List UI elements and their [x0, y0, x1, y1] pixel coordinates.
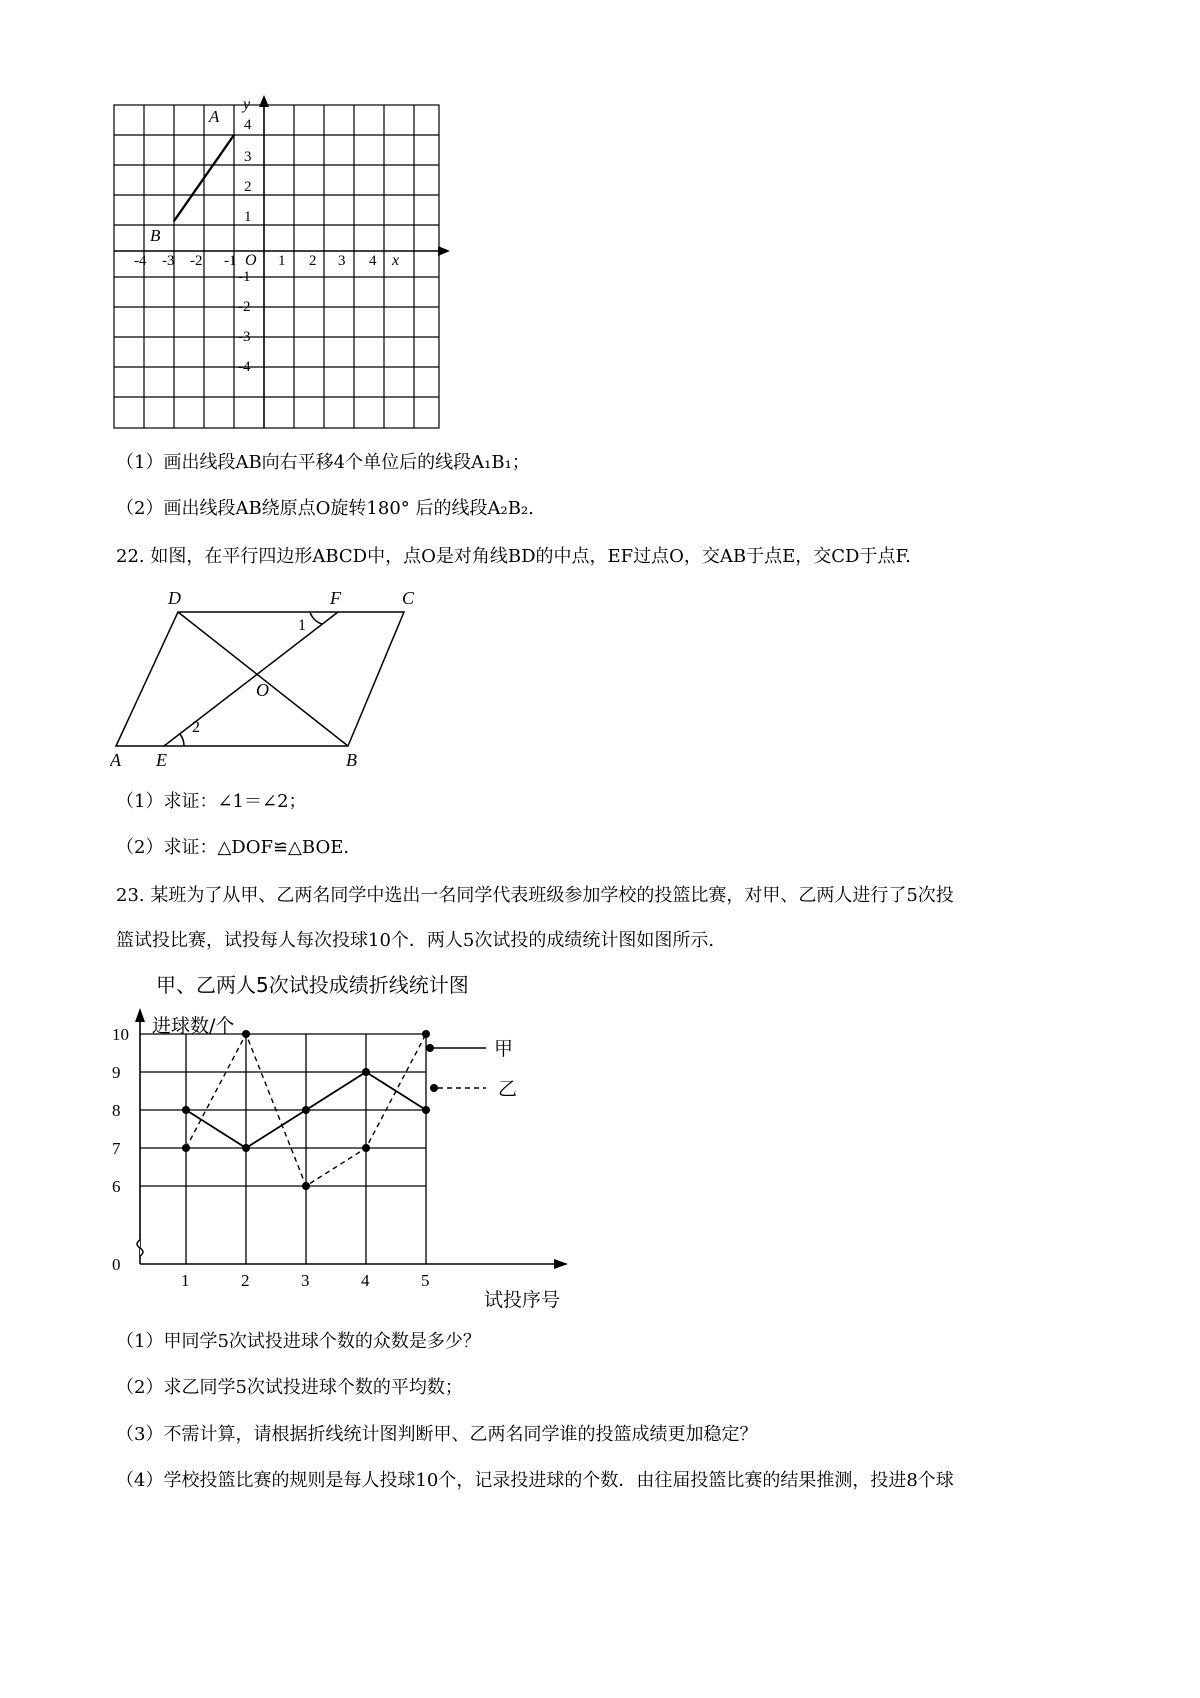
- data-point-jia: [302, 1106, 310, 1114]
- y-axis-arrow-icon: [259, 95, 269, 107]
- vertex-c-label: C: [402, 588, 415, 608]
- x-tick-label: 3: [301, 1271, 310, 1290]
- data-point-yi: [362, 1144, 370, 1152]
- x-axis-title: 试投序号: [484, 1289, 561, 1308]
- vertex-d-label: D: [168, 588, 181, 608]
- point-o-label: O: [256, 680, 269, 700]
- x-axis-arrow-icon: [438, 246, 450, 256]
- coordinate-grid-figure: [112, 95, 452, 435]
- x-tick-label: 2: [309, 253, 317, 269]
- y-tick-label: 7: [112, 1139, 121, 1158]
- y-axis-label: y: [243, 96, 251, 113]
- chart-y-axis-arrow-icon: [135, 1008, 145, 1022]
- parallelogram-figure: [110, 586, 420, 768]
- x-tick-label: 4: [361, 1271, 370, 1290]
- x-tick-label: -4: [134, 253, 147, 269]
- data-point-yi: [242, 1030, 250, 1038]
- origin-label: O: [245, 252, 257, 269]
- vertex-a-label: A: [110, 750, 121, 768]
- line-chart: [100, 968, 620, 1308]
- y-tick-label: 9: [112, 1063, 121, 1082]
- y-tick-label: 0: [112, 1255, 121, 1274]
- angle-1-arc: [310, 612, 322, 624]
- chart-ticks: [112, 1025, 430, 1290]
- x-axis-label: x: [392, 252, 400, 269]
- q22-stem: 22. 如图，在平行四边形ABCD中，点O是对角线BD的中点，EF过点O，交AB于点E，交CD于点F.: [116, 546, 911, 567]
- diagonal-bd: [178, 612, 348, 746]
- y-tick-label: 2: [244, 179, 252, 195]
- y-tick-label: -1: [238, 269, 251, 285]
- parallelogram-abcd: [116, 612, 404, 746]
- chart-legend: [426, 1038, 517, 1100]
- data-point-jia: [422, 1106, 430, 1114]
- q23-part1: （1）甲同学5次试投进球个数的众数是多少？: [116, 1331, 481, 1352]
- data-point-jia: [182, 1106, 190, 1114]
- x-tick-label: 1: [181, 1271, 190, 1290]
- angle-2-label: 2: [192, 719, 200, 736]
- x-tick-label: 3: [338, 253, 346, 269]
- point-e-label: E: [156, 750, 167, 768]
- x-tick-label: 4: [369, 253, 377, 269]
- angle-2-arc: [180, 734, 184, 746]
- x-tick-label: -3: [162, 253, 175, 269]
- legend-marker-yi: [430, 1084, 438, 1092]
- y-tick-label: 10: [112, 1025, 129, 1044]
- y-axis-title: 进球数/个: [152, 1015, 235, 1037]
- point-a-label: A: [209, 107, 220, 126]
- data-point-yi: [182, 1144, 190, 1152]
- point-f-label: F: [330, 588, 341, 608]
- y-tick-label: 4: [244, 117, 252, 133]
- legend-label-yi: 乙: [498, 1078, 518, 1100]
- q23-stem-line2: 篮试投比赛，试投每人每次投球10个．两人5次试投的成绩统计图如图所示.: [116, 930, 715, 951]
- q23-part4: （4）学校投篮比赛的规则是每人投球10个，记录投进球的个数．由往届投篮比赛的结果推测，投进8个球: [116, 1470, 954, 1491]
- q23-stem-line1: 23. 某班为了从甲、乙两名同学中选出一名同学代表班级参加学校的投篮比赛，对甲、乙两人进行了5次投: [116, 885, 954, 906]
- x-tick-label: 1: [278, 253, 286, 269]
- q21-part1: （1）画出线段AB向右平移4个单位后的线段A₁B₁；: [116, 452, 530, 473]
- q23-part2: （2）求乙同学5次试投进球个数的平均数；: [116, 1377, 463, 1398]
- axis-break-icon: [137, 1240, 143, 1256]
- q23-part3: （3）不需计算，请根据折线统计图判断甲、乙两名同学谁的投篮成绩更加稳定？: [116, 1424, 758, 1445]
- data-point-yi: [422, 1030, 430, 1038]
- data-point-jia: [362, 1068, 370, 1076]
- x-tick-label: -2: [190, 253, 203, 269]
- x-tick-label: -1: [224, 253, 237, 269]
- chart-x-axis-arrow-icon: [554, 1259, 568, 1269]
- point-b-label: B: [150, 226, 161, 245]
- data-point-yi: [302, 1182, 310, 1190]
- data-point-jia: [242, 1144, 250, 1152]
- chart-title: 甲、乙两人5次试投成绩折线统计图: [156, 973, 469, 997]
- y-tick-label: 1: [244, 209, 252, 225]
- vertex-b-label: B: [346, 750, 357, 768]
- legend-label-jia: 甲: [494, 1038, 514, 1060]
- q21-part2: （2）画出线段AB绕原点O旋转180° 后的线段A₂B₂.: [116, 498, 534, 519]
- x-tick-label: 2: [241, 1271, 250, 1290]
- angle-1-label: 1: [298, 617, 306, 634]
- y-tick-label: 3: [244, 149, 252, 165]
- y-tick-label: -2: [238, 299, 251, 315]
- q22-part1: （1）求证：∠1＝∠2；: [116, 791, 307, 812]
- q22-part2: （2）求证：△DOF≌△BOE.: [116, 837, 350, 858]
- x-tick-label: 5: [421, 1271, 430, 1290]
- y-tick-label: 6: [112, 1177, 121, 1196]
- y-tick-label: -3: [238, 329, 251, 345]
- y-tick-label: -4: [238, 359, 251, 375]
- segment-ef: [164, 612, 338, 746]
- legend-marker-jia: [426, 1044, 434, 1052]
- y-tick-label: 8: [112, 1101, 121, 1120]
